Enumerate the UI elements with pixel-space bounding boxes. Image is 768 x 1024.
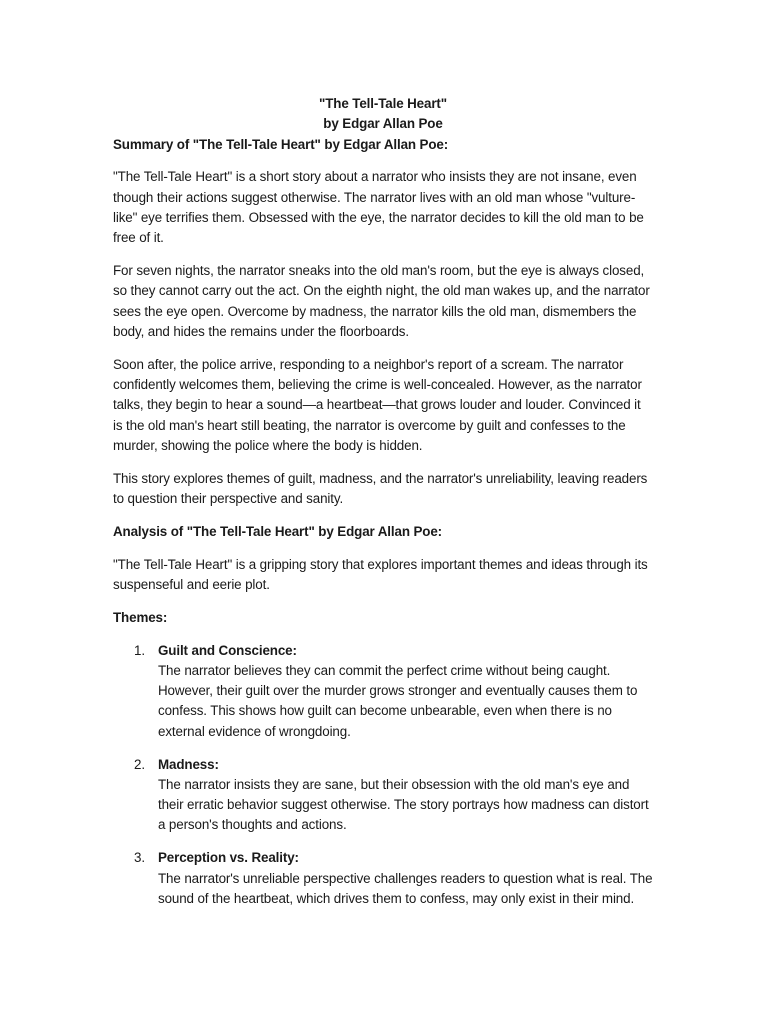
theme-title: Madness: <box>158 756 219 772</box>
theme-item <box>113 755 653 836</box>
themes-heading: Themes: <box>113 609 168 625</box>
theme-item <box>113 848 653 909</box>
document-page <box>113 94 653 922</box>
theme-title: Perception vs. Reality: <box>158 850 299 866</box>
summary-paragraph: For seven nights, the narrator sneaks into the old man's room, but the eye is always closed, so they cannot carry out the act. On the eighth night, the old man wakes up, and the narrator sees the eye open. Overcome by madness, the narrator kills the old man, dismembers the body, and hides the remains under the floorboards. <box>113 263 650 339</box>
theme-body: The narrator's unreliable perspective challenges readers to question what is real. The sound of the heartbeat, which drives them to confess, may only exist in their mind. <box>158 870 653 906</box>
summary-paragraph: This story explores themes of guilt, madness, and the narrator's unreliability, leaving readers to question their perspective and sanity. <box>113 470 648 507</box>
analysis-intro: "The Tell-Tale Heart" is a gripping story that explores important themes and ideas through its suspenseful and eerie plot. <box>113 556 648 592</box>
theme-item <box>113 641 653 742</box>
theme-body: The narrator insists they are sane, but their obsession with the old man's eye and their erratic behavior suggest otherwise. The story portrays how madness can distort a person's thoughts and actions. <box>158 776 649 833</box>
theme-number: 1. <box>134 642 145 658</box>
theme-body: The narrator believes they can commit the perfect crime without being caught. However, their guilt over the murder grows stronger and eventually causes them to confess. This shows how guilt can become unbearable, even when there is no external evidence of wrongdoing. <box>158 662 638 739</box>
document-title: "The Tell-Tale Heart" <box>319 96 447 111</box>
summary-paragraph: "The Tell-Tale Heart" is a short story about a narrator who insists they are not insane, even though their actions suggest otherwise. The narrator lives with an old man whose "vulture-like" eye terrifies them. Obsessed with the eye, the narrator decides to kill the old man to be free of it. <box>113 169 644 246</box>
themes-list <box>113 641 653 910</box>
summary-heading: Summary of "The Tell-Tale Heart" by Edgar Allan Poe: <box>113 136 449 152</box>
theme-title: Guilt and Conscience: <box>158 642 297 658</box>
analysis-heading: Analysis of "The Tell-Tale Heart" by Edgar Allan Poe: <box>113 523 443 539</box>
title-block <box>113 94 653 135</box>
summary-paragraph: Soon after, the police arrive, responding to a neighbor's report of a scream. The narrator confidently welcomes them, believing the crime is well-concealed. However, as the narrator talks, they begin to hear a sound—a heartbeat—that grows louder and louder. Convinced it is the old man's heart still beating, the narrator is overcome by guilt and confesses to the murder, showing the police where the body is hidden. <box>113 356 642 453</box>
theme-number: 2. <box>134 756 145 772</box>
document-byline: by Edgar Allan Poe <box>323 116 443 132</box>
theme-number: 3. <box>134 850 145 866</box>
